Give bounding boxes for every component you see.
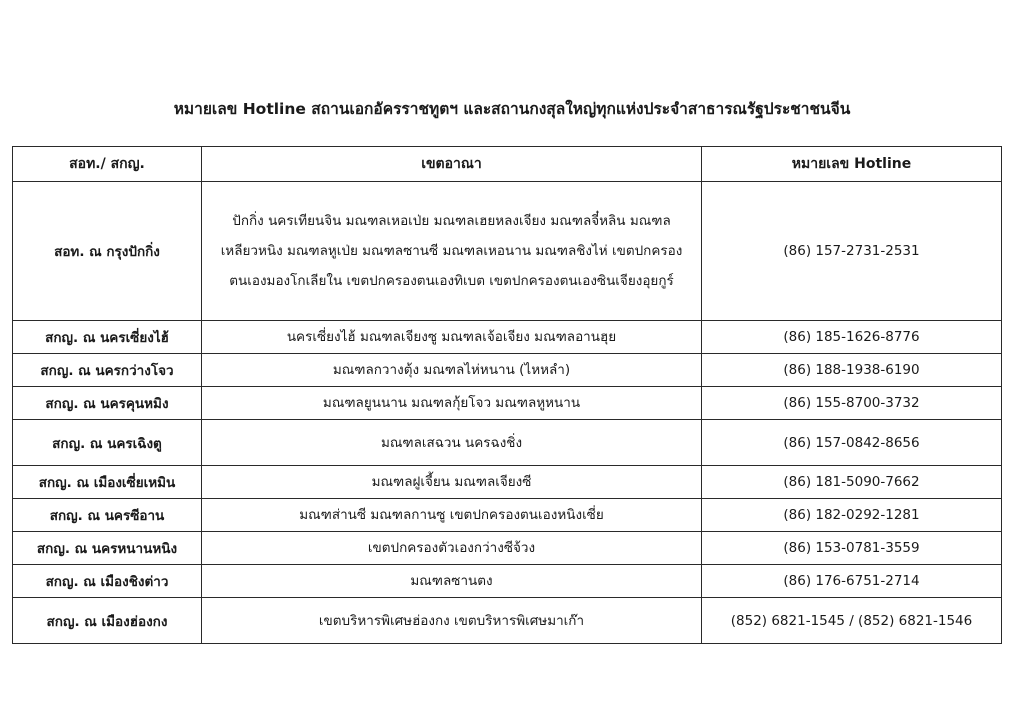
table-row	[13, 499, 1002, 532]
table-row	[13, 387, 1002, 420]
header-hotline: หมายเลข Hotline	[702, 147, 1002, 182]
jurisdiction-cell: นครเซี่ยงไฮ้ มณฑลเจียงซู มณฑลเจ้อเจียง มณฑลอานฮุย	[202, 321, 702, 354]
hotline-number: (86) 157-2731-2531	[702, 182, 1002, 321]
hotline-table	[12, 146, 1002, 644]
hotline-number: (86) 153-0781-3559	[702, 532, 1002, 565]
table-row	[13, 321, 1002, 354]
office-name: สกญ. ณ เมืองฮ่องกง	[13, 598, 202, 644]
office-name: สกญ. ณ นครเฉิงตู	[13, 420, 202, 466]
office-name: สกญ. ณ นครคุนหมิง	[13, 387, 202, 420]
jurisdiction-cell: เขตบริหารพิเศษฮ่องกง เขตบริหารพิเศษมาเก๊า	[202, 598, 702, 644]
header-jurisdiction: เขตอาณา	[202, 147, 702, 182]
jurisdiction-cell: มณฑลซานตง	[202, 565, 702, 598]
hotline-number: (86) 176-6751-2714	[702, 565, 1002, 598]
jurisdiction-line: ปักกิ่ง นครเทียนจิน มณฑลเหอเป่ย มณฑลเฮยหลงเจียง มณฑลจี๋หลิน มณฑล	[232, 213, 671, 229]
hotline-number: (86) 155-8700-3732	[702, 387, 1002, 420]
office-name: สกญ. ณ เมืองเซี่ยเหมิน	[13, 466, 202, 499]
header-office: สอท./ สกญ.	[13, 147, 202, 182]
table-row	[13, 420, 1002, 466]
table-row	[13, 354, 1002, 387]
office-name: สกญ. ณ นครหนานหนิง	[13, 532, 202, 565]
jurisdiction-cell: เขตปกครองตัวเองกว่างซีจ้วง	[202, 532, 702, 565]
hotline-number: (86) 157-0842-8656	[702, 420, 1002, 466]
table-row	[13, 466, 1002, 499]
jurisdiction-line: เหลียวหนิง มณฑลหูเป่ย มณฑลซานซี มณฑลเหอนาน มณฑลชิงไห่ เขตปกครอง	[220, 243, 683, 259]
table-row	[13, 532, 1002, 565]
office-name: สกญ. ณ เมืองชิงต่าว	[13, 565, 202, 598]
jurisdiction-cell: มณฑลเสฉวน นครฉงชิ่ง	[202, 420, 702, 466]
office-name: สกญ. ณ นครซีอาน	[13, 499, 202, 532]
table-row	[13, 598, 1002, 644]
hotline-number: (86) 188-1938-6190	[702, 354, 1002, 387]
office-name: สกญ. ณ นครกว่างโจว	[13, 354, 202, 387]
jurisdiction-cell: มณฑลฝูเจี้ยน มณฑลเจียงซี	[202, 466, 702, 499]
document-title: หมายเลข Hotline สถานเอกอัครราชทูตฯ และสถานกงสุลใหญ่ทุกแห่งประจำสาธารณรัฐประชาชนจีน	[173, 100, 851, 118]
jurisdiction-cell	[202, 182, 702, 321]
table-header-row	[13, 147, 1002, 182]
hotline-number: (86) 185-1626-8776	[702, 321, 1002, 354]
office-name: สกญ. ณ นครเซี่ยงไฮ้	[13, 321, 202, 354]
jurisdiction-cell: มณฑลกวางตุ้ง มณฑลไห่หนาน (ไหหลำ)	[202, 354, 702, 387]
hotline-number: (852) 6821-1545 / (852) 6821-1546	[702, 598, 1002, 644]
hotline-number: (86) 182-0292-1281	[702, 499, 1002, 532]
jurisdiction-cell: มณฑส่านซี มณฑลกานซู เขตปกครองตนเองหนิงเซี่ย	[202, 499, 702, 532]
jurisdiction-line: ตนเองมองโกเลียใน เขตปกครองตนเองทิเบต เขตปกครองตนเองซินเจียงอุยกูร์	[229, 273, 674, 289]
table-row	[13, 182, 1002, 321]
table-row	[13, 565, 1002, 598]
hotline-number: (86) 181-5090-7662	[702, 466, 1002, 499]
jurisdiction-cell: มณฑลยูนนาน มณฑลกุ้ยโจว มณฑลหูหนาน	[202, 387, 702, 420]
office-name: สอท. ณ กรุงปักกิ่ง	[13, 182, 202, 321]
